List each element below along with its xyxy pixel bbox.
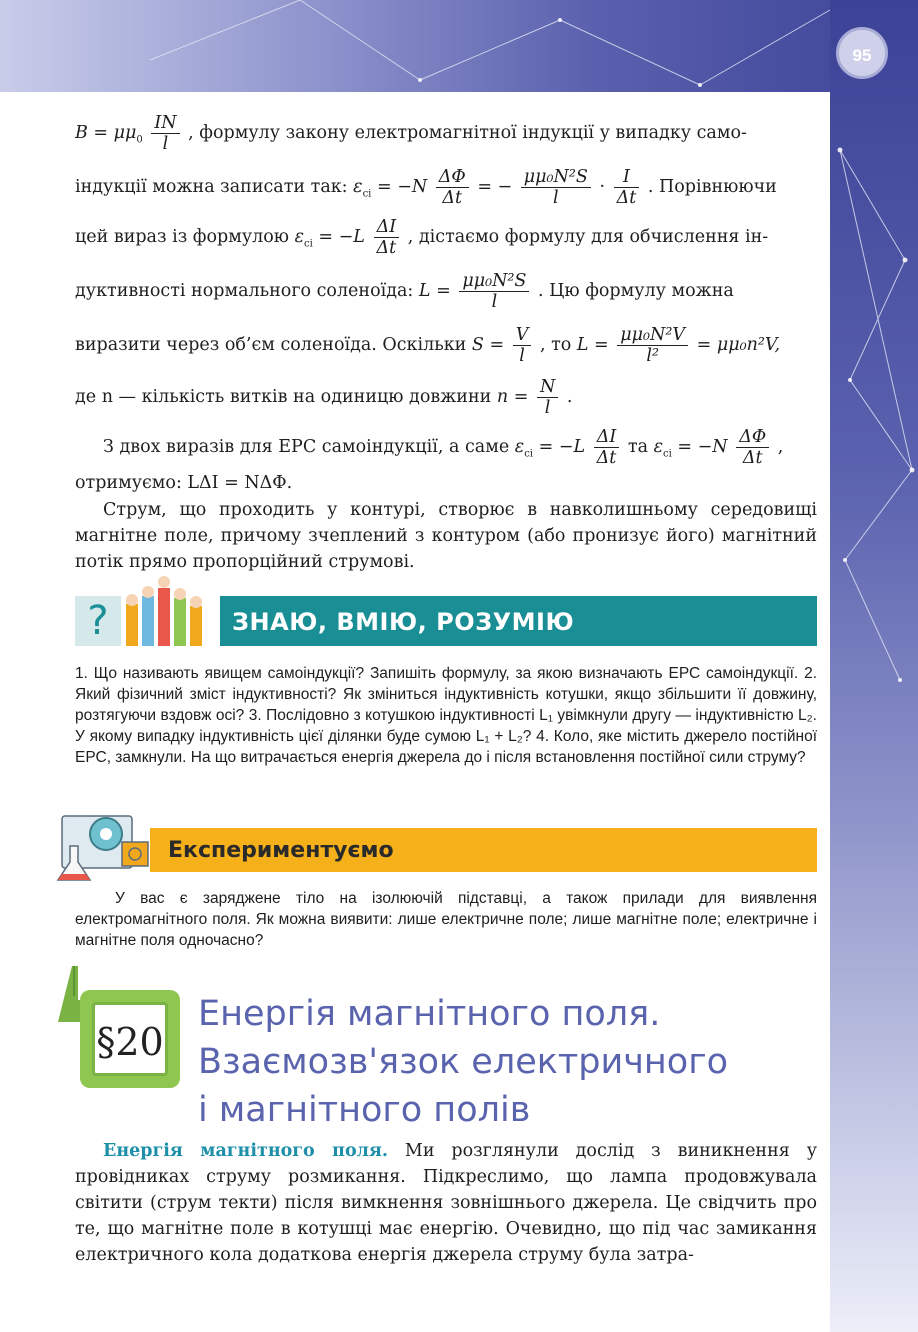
know-section-title: ЗНАЮ, ВМІЮ, РОЗУМІЮ: [232, 608, 575, 636]
formula-line-2: індукції можна записати так: $\varepsilon_{сі} = -N$ $\frac{\Delta\Phi}{\Delta t}$ = − $\frac{\text{μμ₀N²S}}{l}$ · $\frac{I}{\Delta t}$ . Порівнюючи: [75, 167, 777, 208]
experiment-section-text: У вас є заряджене тіло на ізолюючій підставці, а також прилади для виявлення електромагнітного поля. Як можна виявити: лише електричне поле; лише магнітне поле; електричне і магнітне поля одночасно?: [75, 890, 817, 949]
formula-line-1: $B = \mu\mu_0$ $\frac{IN}{l}$ , формулу закону електромагнітної індукції у випадку само-: [75, 113, 747, 154]
lab-equipment-icon: [44, 806, 156, 886]
know-section-text: 1. Що називають явищем самоіндукції? Запишіть формулу, за якою визначають ЕРС самоіндукції. 2. Який фізичний зміст індуктивності? Як зміниться індуктивність котушки, якщо збільшити її довжину, розтягуючи вздовж осі? 3. Послідовно з котушкою індуктивності L₁ увімкнули другу — індуктивністю L₂. У якому випадку індуктивність цієї ділянки буде сумою L₁ + L₂? 4. Коло, яке містить джерело постійної ЕРС, замкнули. На що витрачається енергія джерела до і після встановлення постійної сили струму?: [75, 665, 817, 766]
section-title: Енергія магнітного поля. Взаємозв'язок електричного і магнітного полів: [198, 994, 729, 1130]
lead-term: Енергія магнітного поля.: [103, 1141, 388, 1161]
paragraph-current: Струм, що проходить у контурі, створює в навколишньому середовищі магнітне поле, причому зчеплений з контуром (або пронизує його) магнітний потік прямо пропорційний струмові.: [75, 500, 817, 572]
section-number: §20: [92, 1002, 168, 1076]
experiment-section-title: Експериментуємо: [168, 838, 394, 863]
formula-line-4: дуктивності нормального соленоїда: L = $\frac{\text{μμ₀N²S}}{l}$ . Цю формулу можна: [75, 271, 734, 312]
raised-hands-icon: [120, 574, 220, 646]
formula-line-5: виразити через об’єм соленоїда. Оскільки S = $\frac{V}{l}$ , то L = $\frac{\text{μμ₀N²V}}{\text{l²}}$ = μμ₀n²V,: [75, 325, 781, 366]
fraction: $\frac{IN}{l}$: [151, 113, 179, 154]
formula-line-3: цей вираз із формулою $\varepsilon_{сі} = -L$ $\frac{\Delta I}{\Delta t}$ , дістаємо формулу для обчислення ін-: [75, 217, 769, 258]
page-number: 95: [836, 27, 888, 79]
question-mark-icon: ?: [75, 596, 121, 646]
formula-line-7: З двох виразів для ЕРС самоіндукції, а саме $\varepsilon_{сі} = -L$ $\frac{\Delta I}{\Delta t}$ та $\varepsilon_{сі} = -N$ $\frac{\Delta\Phi}{\Delta t}$ ,: [103, 427, 784, 468]
result-line: отримуємо: LΔI = NΔΦ.: [75, 473, 293, 493]
formula-line-6: де n — кількість витків на одиницю довжини n = $\frac{N}{l}$ .: [75, 377, 573, 418]
final-paragraph: Енергія магнітного поля. Ми розглянули дослід з виникнення у провідниках струму розмикання. Підкреслимо, що лампа продовжувала світити (струм текти) після вимкнення зовнішнього джерела. Це свідчить про те, що магнітне поле в котушці має енергію. Очевидно, що під час замикання електричного кола додаткова енергія джерела струму була затра-: [75, 1141, 817, 1265]
